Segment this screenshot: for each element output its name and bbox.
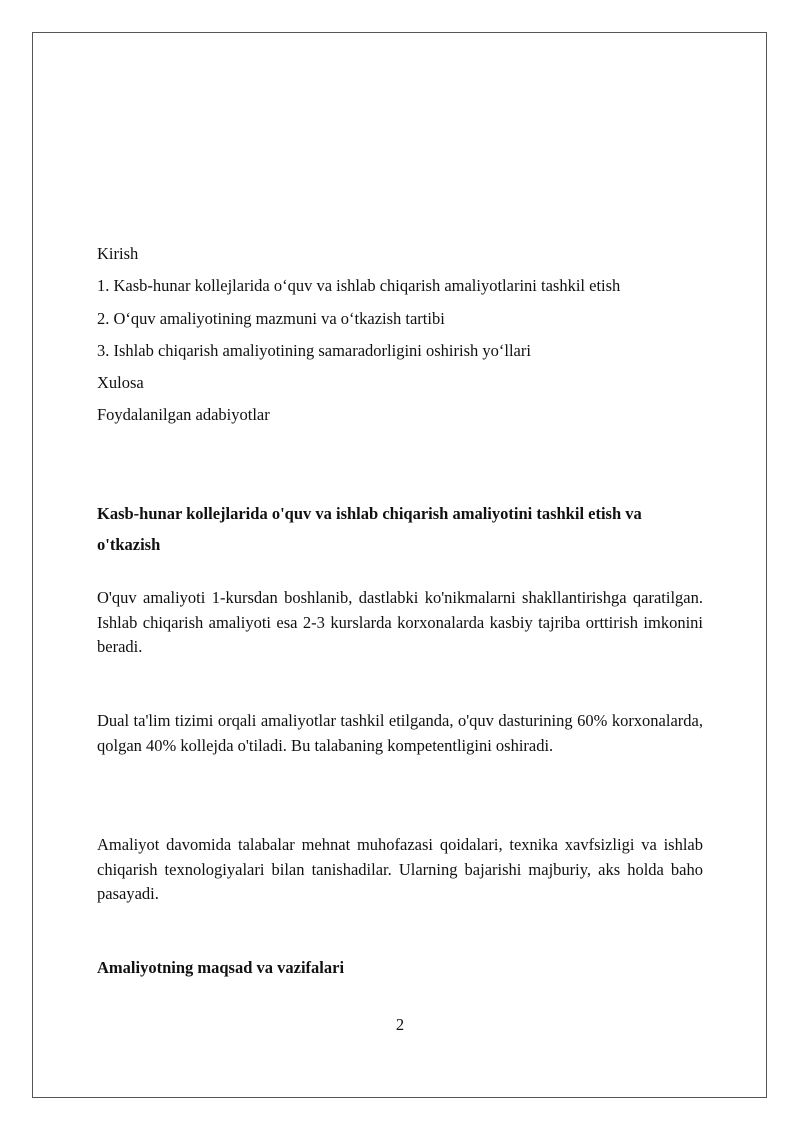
page-number: 2 <box>395 1015 405 1034</box>
toc-item-introduction: Kirish <box>97 244 139 263</box>
toc-item-chapter-2: 2. O‘quv amaliyotining mazmuni va o‘tkazish tartibi <box>97 308 445 328</box>
page-frame <box>32 32 767 1098</box>
paragraph: O'quv amaliyoti 1-kursdan boshlanib, dastlabki ko'nikmalarni shakllantirishga qaratilgan. Ishlab chiqarish amaliyoti esa 2-3 kurslarda korxonalarda kasbiy tajriba orttirish imkonini beradi. <box>97 588 703 656</box>
toc-item-conclusion: Xulosa <box>97 373 144 393</box>
toc-item-chapter-3: 3. Ishlab chiqarish amaliyotining samaradorligini oshirish yo‘llari <box>97 340 531 360</box>
subsection-heading: Amaliyotning maqsad va vazifalari <box>97 958 345 977</box>
table-of-contents <box>97 243 707 437</box>
toc-item-references: Foydalanilgan adabiyotlar <box>97 405 270 425</box>
toc-item-chapter-1: 1. Kasb-hunar kollejlarida o‘quv va ishlab chiqarish amaliyotlarini tashkil etish <box>97 276 621 296</box>
paragraph: Dual ta'lim tizimi orqali amaliyotlar tashkil etilganda, o'quv dasturining 60% korxonalarda, qolgan 40% kollejda o'tiladi. Bu talabaning kompetentligini oshiradi. <box>97 711 703 755</box>
section-heading: Kasb-hunar kollejlarida o'quv va ishlab chiqarish amaliyotini tashkil etish va o'tkazish <box>97 504 642 554</box>
paragraph: Amaliyot davomida talabalar mehnat muhofazasi qoidalari, texnika xavfsizligi va ishlab chiqarish texnologiyalari bilan tanishadilar. Ularning bajarishi majburiy, aks holda baho pasayadi. <box>97 835 703 903</box>
